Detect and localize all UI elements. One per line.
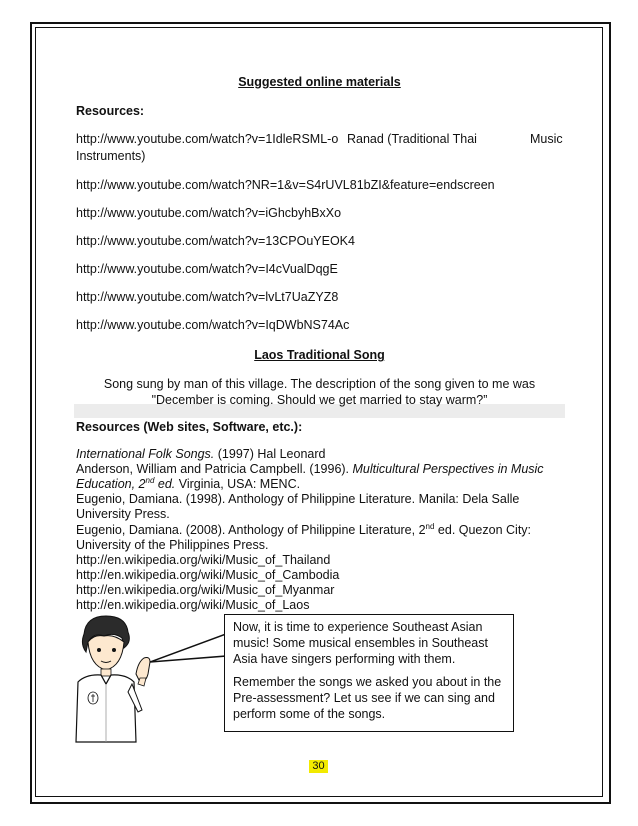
youtube-link[interactable]: http://www.youtube.com/watch?v=13CPOuYEOK4 [76, 234, 355, 248]
reference-3: Eugenio, Damiana. (1998). Anthology of Philippine Literature. Manila: Dela Salle [76, 492, 520, 506]
song-description-line-2: "December is coming. Should we get married to stay warm?” [151, 393, 488, 407]
song-heading: Laos Traditional Song [254, 348, 385, 362]
reference-4-cont: University of the Philippines Press. [76, 538, 269, 552]
reference-1: International Folk Songs. (1997) Hal Leonard [76, 447, 326, 461]
resources-websites-label: Resources (Web sites, Software, etc.): [76, 420, 303, 434]
resources-label: Resources: [76, 104, 145, 118]
youtube-link[interactable]: http://www.youtube.com/watch?v=IqDWbNS74Ac [76, 318, 350, 332]
youtube-link[interactable]: http://www.youtube.com/watch?NR=1&v=S4rUVL81bZI&feature=endscreen [76, 178, 495, 192]
wikipedia-link[interactable]: http://en.wikipedia.org/wiki/Music_of_Cambodia [76, 568, 340, 582]
speech-paragraph-2: Remember the songs we asked you about in the Pre-assessment? Let us see if we can sing and perform some of the songs. [233, 675, 502, 721]
cartoon-student-illustration [66, 612, 156, 747]
link-1-desc: Ranad (Traditional Thai [347, 132, 477, 146]
speech-paragraph-1: Now, it is time to experience Southeast Asian music! Some musical ensembles in Southeast Asia have singers performing with them. [233, 620, 488, 666]
reference-2: Anderson, William and Patricia Campbell. (1996). Multicultural Perspectives in Music [76, 462, 544, 476]
reference-3-cont: University Press. [76, 507, 170, 521]
link-1-url[interactable]: http://www.youtube.com/watch?v=1IdleRSML-o [76, 132, 339, 146]
youtube-link[interactable]: http://www.youtube.com/watch?v=lvLt7UaZYZ8 [76, 290, 339, 304]
song-description-line-1: Song sung by man of this village. The description of the song given to me was [103, 377, 536, 391]
wikipedia-link[interactable]: http://en.wikipedia.org/wiki/Music_of_Myanmar [76, 583, 335, 597]
reference-4: Eugenio, Damiana. (2008). Anthology of Philippine Literature, 2nd ed. Quezon City: [76, 521, 532, 537]
link-1-desc-word: Music [530, 132, 563, 146]
section-heading: Suggested online materials [238, 75, 401, 89]
wikipedia-link[interactable]: http://en.wikipedia.org/wiki/Music_of_Thailand [76, 553, 331, 567]
link-1-desc-cont: Instruments) [76, 149, 146, 163]
speech-bubble-tail [150, 632, 228, 664]
reference-2-cont: Education, 2nd ed. Virginia, USA: MENC. [76, 475, 301, 491]
page-number: 30 [309, 760, 328, 773]
youtube-link[interactable]: http://www.youtube.com/watch?v=I4cVualDqgE [76, 262, 338, 276]
youtube-link[interactable]: http://www.youtube.com/watch?v=iGhcbyhBxXo [76, 206, 342, 220]
wikipedia-link[interactable]: http://en.wikipedia.org/wiki/Music_of_Laos [76, 598, 310, 612]
speech-bubble [224, 614, 514, 732]
